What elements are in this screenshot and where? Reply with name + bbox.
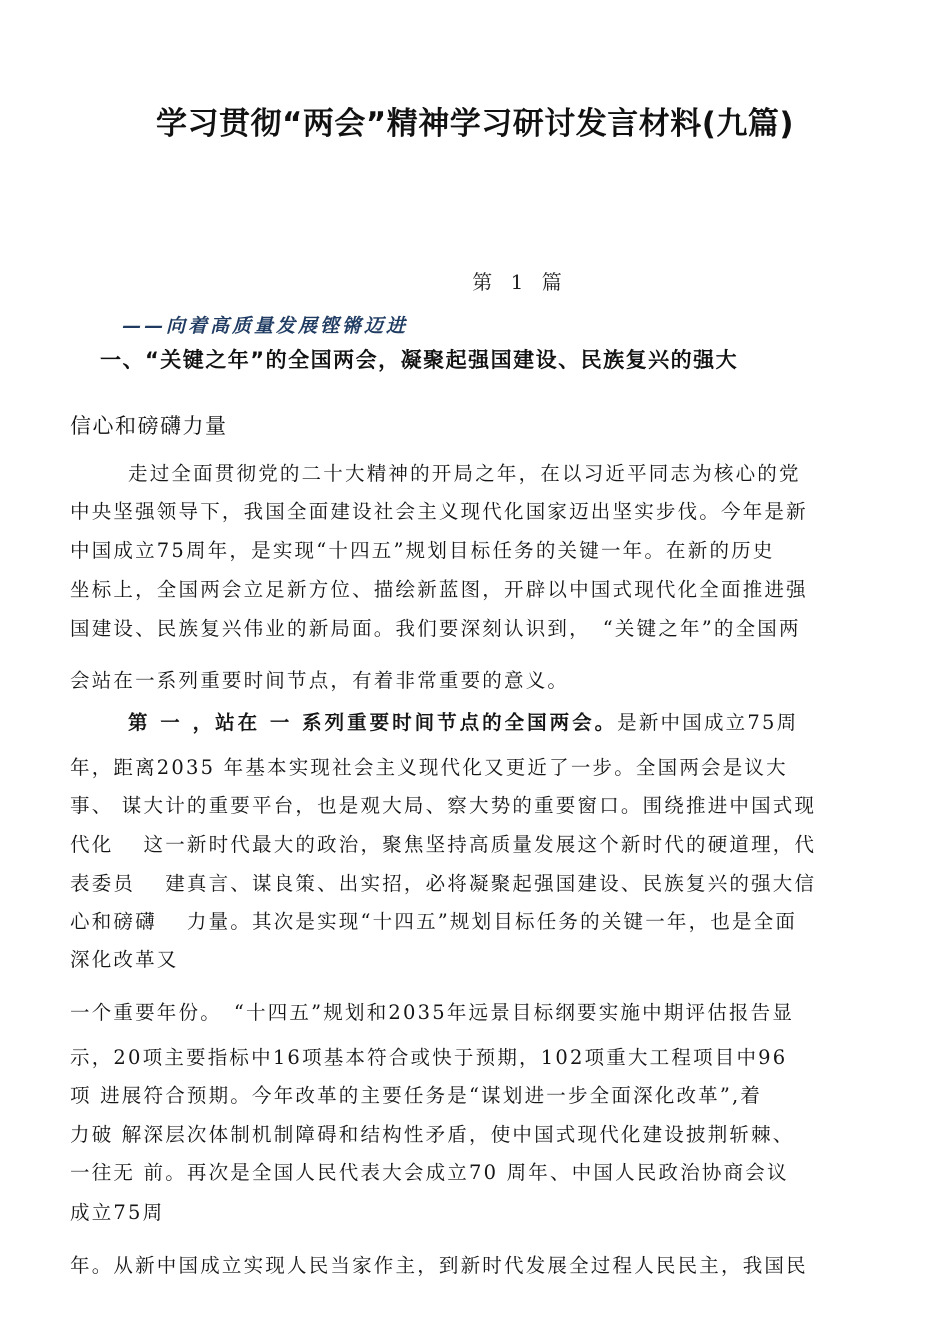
paragraph-line: 会站在一系列重要时间节点，有着非常重要的意义。 xyxy=(70,669,570,692)
chapter-label: 第 1 篇 xyxy=(472,270,568,294)
paragraph-line: 力破 解深层次体制机制障碍和结构性矛盾，使中国式现代化建设披荆斩棘、 xyxy=(70,1123,795,1146)
section-heading-continued: 信心和磅礴力量 xyxy=(70,414,228,438)
paragraph-line: 深化改革又 xyxy=(70,948,179,971)
paragraph-line: 中国成立75周年，是实现“十四五”规划目标任务的关键一年。在新的历史 xyxy=(70,539,775,562)
document-title: 学习贯彻“两会”精神学习研讨发言材料(九篇) xyxy=(155,106,795,142)
paragraph-line: 一往无 前。再次是全国人民代表大会成立70 周年、中国人民政治协商会议 xyxy=(70,1161,789,1184)
paragraph-lead-sentence: 第 一 ，站在 一 系列重要时间节点的全国两会。 xyxy=(128,711,618,734)
chapter-subtitle: ——向着高质量发展铿锵迈进 xyxy=(122,315,409,337)
paragraph-line: 代化 这一新时代最大的政治，聚焦坚持高质量发展这个新时代的硬道理，代 xyxy=(70,833,817,856)
paragraph-line: 成立75周 xyxy=(70,1201,165,1224)
paragraph-line: 心和磅礴 力量。其次是实现“十四五”规划目标任务的关键一年，也是全面 xyxy=(70,910,798,933)
paragraph-line: 年。从新中国成立实现人民当家作主，到新时代发展全过程人民民主，我国民 xyxy=(70,1254,808,1277)
paragraph-line-lead xyxy=(128,707,798,735)
paragraph-lead-rest: 是新中国成立75周 xyxy=(617,711,799,734)
paragraph-line: 国建设、民族复兴伟业的新局面。我们要深刻认识到， “关键之年”的全国两 xyxy=(70,617,801,640)
paragraph-line: 事、 谋大计的重要平台，也是观大局、察大势的重要窗口。围绕推进中国式现 xyxy=(70,794,817,817)
paragraph-line: 走过全面贯彻党的二十大精神的开局之年，在以习近平同志为核心的党 xyxy=(128,462,801,485)
section-heading: 一、“关键之年”的全国两会，凝聚起强国建设、民族复兴的强大 xyxy=(100,348,739,372)
paragraph-line: 表委员 建真言、谋良策、出实招，必将凝聚起强国建设、民族复兴的强大信 xyxy=(70,872,817,895)
paragraph-line: 中央坚强领导下，我国全面建设社会主义现代化国家迈出坚实步伐。今年是新 xyxy=(70,500,808,523)
paragraph-line: 一个重要年份。 “十四五”规划和2035年远景目标纲要实施中期评估报告显 xyxy=(70,1001,795,1024)
paragraph-line: 年，距离2035 年基本实现社会主义现代化又更近了一步。全国两会是议大 xyxy=(70,756,788,779)
paragraph-line: 项 进展符合预期。今年改革的主要任务是“谋划进一步全面深化改革”,着 xyxy=(70,1084,763,1107)
paragraph-line: 示，20项主要指标中16项基本符合或快于预期，102项重大工程项目中96 xyxy=(70,1046,788,1069)
paragraph-line: 坐标上，全国两会立足新方位、描绘新蓝图，开辟以中国式现代化全面推进强 xyxy=(70,578,808,601)
